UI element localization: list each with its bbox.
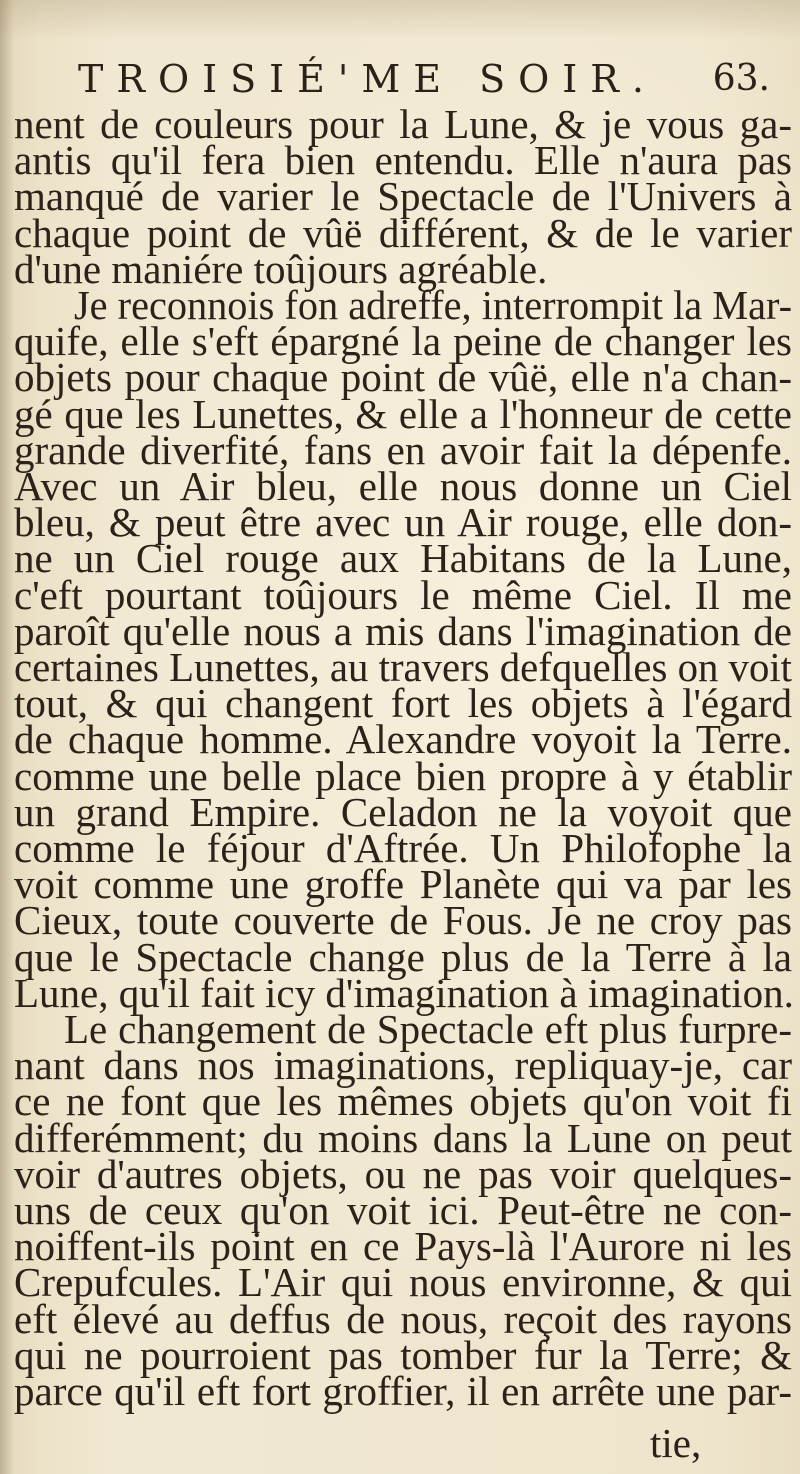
text-line-content: chaque point de vûë différent, & de le varier [14, 209, 792, 256]
text-line-content: comme le féjour d'Aftrée. Un Philofophe la [14, 825, 792, 871]
text-line-content: qui ne pourroient pas tomber fur la Terre; & [14, 1331, 792, 1378]
text-line-content: de chaque homme. Alexandre voyoit la Terre. [14, 716, 792, 763]
text-line-content: ce ne font que les mêmes objets qu'on voit fi [14, 1078, 792, 1125]
text-line-content: noiffent-ils point en ce Pays-là l'Aurore ni les [14, 1223, 792, 1270]
text-line-content: Le changement de Spectacle eft plus furpre- [64, 1006, 792, 1052]
text-line-content: nent de couleurs pour la Lune, & je vous ga- [14, 101, 792, 147]
text-line-content: que le Spectacle change plus de la Terre à la [14, 933, 792, 980]
text-line-content: uns de ceux qu'on voit ici. Peut-être ne con- [14, 1187, 792, 1233]
text-line-content: bleu, & peut être avec un Air rouge, elle don- [14, 499, 792, 546]
text-line-content: parce qu'il eft fort groffier, il en arrête une par- [14, 1368, 792, 1414]
catchword: tie, [650, 1420, 702, 1466]
text-line-content: grande diverfité, fans en avoir fait la dépenfe. [14, 426, 792, 473]
text-line-content: ne un Ciel rouge aux Habitans de la Lune, [14, 535, 792, 582]
text-line-content: tout, & qui changent fort les objets à l'égard [14, 680, 792, 727]
text-line-content: eft élevé au deffus de nous, reçoit des rayons [14, 1295, 792, 1342]
text-line [0, 1366, 800, 1416]
text-line-content: Avec un Air bleu, elle nous donne un Ciel [14, 463, 792, 509]
text-line-content: un grand Empire. Celadon ne la voyoit que [14, 788, 792, 835]
text-line-content: manqué de varier le Spectacle de l'Univers à [14, 173, 792, 220]
text-line-content: Cieux, toute couverte de Fous. Je ne croy pas [14, 897, 792, 944]
text-line-content: comme une belle place bien propre à y établir [14, 752, 792, 799]
running-title: TROISIÉ'ME SOIR. [78, 57, 657, 101]
text-line-content: antis qu'il fera bien entendu. Elle n'aura pas [14, 137, 792, 184]
text-line-content: voir d'autres objets, ou ne pas voir quelques- [14, 1150, 792, 1197]
text-line-content: Crepufcules. L'Air qui nous environne, & qui [14, 1259, 792, 1306]
text-line-content: nant dans nos imaginations, repliquay-je, car [14, 1042, 792, 1089]
text-line-content: Lune, qu'il fait icy d'imagination à imagination. [14, 969, 794, 1016]
text-line-content: certaines Lunettes, au travers defquelles on voit [14, 644, 792, 690]
text-line-content: Je reconnois fon adreffe, interrompit la Mar- [74, 282, 792, 328]
text-line-content: voit comme une groffe Planète qui va par les [14, 861, 792, 908]
text-line-content: paroît qu'elle nous a mis dans l'imagination de [14, 607, 792, 654]
text-line-content: objets pour chaque point de vûë, elle n'a chan- [14, 354, 792, 401]
text-line-content: c'eft pourtant toûjours le même Ciel. Il me [14, 571, 792, 618]
text-line-content: differémment; du moins dans la Lune on peut [14, 1114, 792, 1161]
running-head [0, 54, 800, 104]
page-number: 63. [712, 58, 770, 99]
text-line-content: d'une maniére toûjours agréable. [14, 245, 548, 292]
text-line-content: quife, elle s'eft épargné la peine de changer les [14, 318, 792, 365]
text-line-content: gé que les Lunettes, & elle a l'honneur de cette [14, 390, 792, 437]
page-top-edge [0, 0, 800, 40]
